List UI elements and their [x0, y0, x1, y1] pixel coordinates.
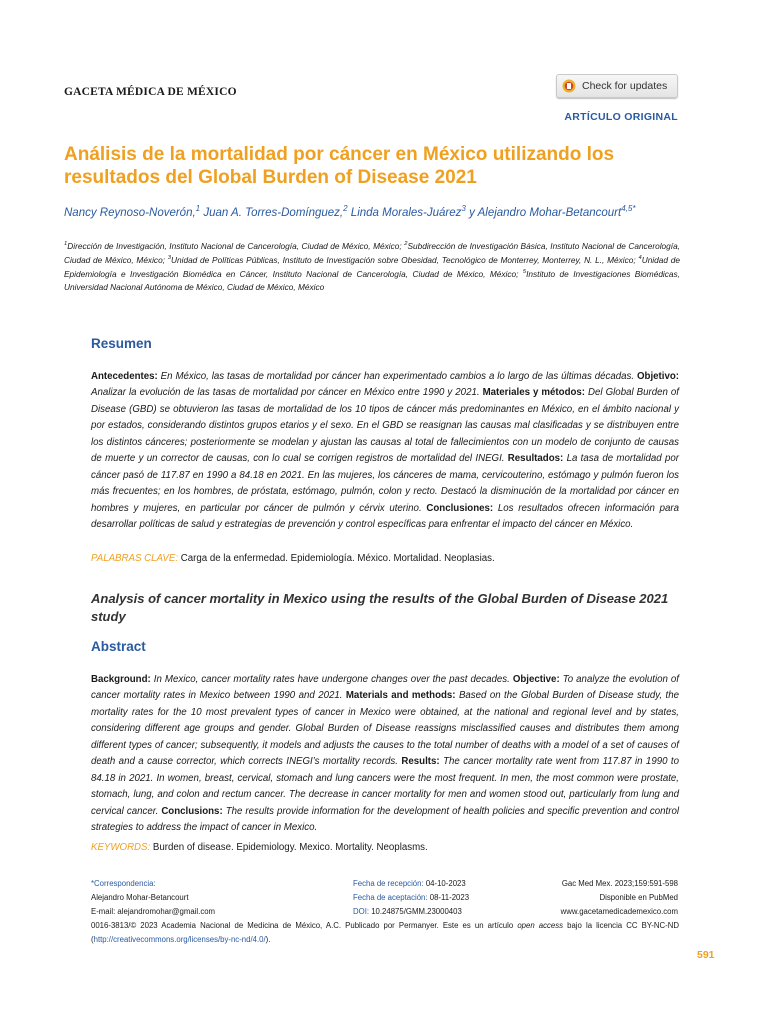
affil-sup: 5 [522, 268, 527, 275]
abstract-label: Background: [91, 674, 151, 685]
resumen-body [91, 369, 679, 534]
affiliation: Unidad de Epidemiología e Investigación Biomédica en Cáncer, Instituto Nacional de Cancerología, Ciudad de México, México; [64, 254, 680, 279]
abstract-text: To analyze the evolution of cancer mortality rates in Mexico between 1990 and 2021. [91, 674, 679, 702]
doi-value[interactable]: 10.24875/GMM.23000403 [369, 907, 462, 916]
author-sup: 1 [195, 204, 201, 214]
english-title: Analysis of cancer mortality in Mexico using the results of the Global Burden of Disease 2021 study [91, 591, 669, 624]
citation: Gac Med Mex. 2023;159:591-598 [561, 879, 678, 888]
resumen-text: Analizar la evolución de las tasas de mortalidad por cáncer en México entre 1990 y 2021. [91, 387, 483, 399]
citation-info [536, 877, 678, 919]
keywords-text: Carga de la enfermedad. Epidemiología. México. Mortalidad. Neoplasias. [178, 553, 495, 564]
correspondence-label: *Correspondencia: [91, 879, 156, 888]
doi-label: DOI: [353, 907, 370, 916]
accepted-date: 08-11-2023 [427, 893, 470, 902]
resumen-label: Conclusiones: [426, 502, 494, 514]
article-type: ARTÍCULO ORIGINAL [564, 111, 678, 123]
abstract-heading: Abstract [91, 639, 146, 654]
resumen-label: Objetivo: [637, 371, 679, 382]
author-sup: 2 [343, 204, 348, 214]
abstract-label: Results: [401, 756, 440, 768]
resumen-label: Resultados: [507, 453, 564, 465]
article-dates [353, 877, 533, 919]
received-date: 04-10-2023 [423, 879, 466, 888]
affil-sup: 4 [638, 255, 642, 262]
author-name: y Alejandro Mohar-Betancourt [465, 207, 622, 219]
abstract-label: Materials and methods: [345, 690, 456, 702]
resumen-text: Los resultados ofrecen información para desarrollar políticas de salud y estrategias de prevención y control específicas para enfrentar el impacto del cáncer en México. [91, 502, 679, 531]
pubmed-note: Disponible en PubMed [599, 893, 678, 902]
author-name: Nancy Reynoso-Noverón, [64, 207, 196, 219]
affil-sup: 2 [404, 241, 408, 248]
correspondence-name: Alejandro Mohar-Betancourt [91, 893, 189, 902]
abstract-label: Objective: [512, 674, 560, 685]
affiliation: Subdirección de Investigación Básica, Instituto Nacional de Cancerología, Ciudad de México, México; [64, 241, 680, 265]
author-sup: 3 [461, 204, 466, 214]
author-list [64, 205, 704, 222]
affiliation: Dirección de Investigación, Instituto Nacional de Cancerología, Ciudad de México, México; [67, 241, 405, 251]
abstract-label: Conclusions: [161, 805, 223, 817]
journal-name: GACETA MÉDICA DE MÉXICO [64, 86, 237, 98]
license-note [91, 919, 679, 947]
resumen-label: Materiales y métodos: [482, 387, 586, 399]
palabras-clave [91, 553, 681, 564]
author-name: Linda Morales-Juárez [347, 207, 462, 219]
affil-sup: 1 [64, 241, 68, 248]
accepted-label: Fecha de aceptación: [353, 893, 428, 902]
resumen-heading: Resumen [91, 336, 152, 351]
affil-sup: 3 [167, 255, 171, 262]
license-text: 0016-3813/© 2023 Academia Nacional de Medicina de México, A.C. Publicado por Permanyer. Este es un artículo [91, 921, 518, 930]
resumen-text: Del Global Burden of Disease (GBD) se obtuvieron las tasas de mortalidad de los 10 tipos de cáncer más predominantes en México, en el ámbito nacional y por estados, considerando distintos grupos etarios y el sexo. En el GBD se reasignan las causas mal clasificadas y se distribuyen entre los distintos cánceres; posteriormente se modelan y ajustan las causas al total de fallecimientos con un modelo de conjunto de causas de muerte y un corrector de causas, con lo cual se corrigen registros de mortalidad del INEGI. [91, 387, 680, 465]
license-open-access: open access [517, 921, 564, 930]
received-label: Fecha de recepción: [353, 879, 424, 888]
website-link[interactable]: www.gacetamedicademexico.com [560, 907, 678, 916]
resumen-text: En México, las tasas de mortalidad por cáncer han experimentado cambios a lo largo de las últimas décadas. [157, 371, 638, 382]
keywords-label: KEYWORDS: [91, 842, 151, 853]
check-for-updates-button[interactable] [556, 74, 678, 98]
license-text: bajo la licencia CC BY-NC-ND ( [91, 921, 679, 944]
keywords [91, 842, 681, 853]
page-number: 591 [697, 949, 715, 961]
correspondence [91, 877, 341, 919]
check-updates-icon [562, 79, 576, 93]
affiliation: Instituto de Investigaciones Biomédicas, Universidad Nacional Autónoma de México, Ciudad de México, México [64, 268, 680, 293]
author-name: Juan A. Torres-Domínguez, [200, 207, 344, 219]
abstract-text: The results provide information for the development of health policies and specific prevention and control strategies to address the impact of cancer in Mexico. [91, 805, 679, 834]
affiliations [64, 240, 680, 295]
correspondence-email[interactable]: E-mail: alejandromohar@gmail.com [91, 907, 216, 916]
abstract-text: Based on the Global Burden of Disease study, the mortality rates for the 10 most prevalent types of cancer in Mexico were obtained, at the national and regional level and by states, considering different age groups and gender. Global Burden of Disease reassigns misclassified causes and distributes them among different types of cancer; subsequently, it models and adjusts the causes to the total number of deaths with a model of a set of causes of death and a cause corrector, which corrects INEGI’s mortality records. [91, 690, 679, 768]
abstract-body [91, 672, 679, 837]
author-sup: 4,5* [621, 204, 636, 214]
keywords-label: PALABRAS CLAVE: [91, 553, 179, 564]
resumen-text: La tasa de mortalidad por cáncer pasó de 117.87 en 1990 a 84.18 en 2021. En las mujeres, los cánceres de mama, cervicouterino, estómago y pulmón fueron los más frecuentes; en los hombres, de próstata, estómago, pulmón, colon y recto. Destacó la disminución de la mortalidad por cáncer en hombres y mujeres, en particular por cáncer de pulmón y cérvix uterino. [91, 453, 679, 514]
article-title: Análisis de la mortalidad por cáncer en México utilizando los resultados del Global Burden of Disease 2021 [64, 144, 615, 188]
license-text: ). [265, 935, 271, 944]
keywords-text: Burden of disease. Epidemiology. Mexico. Mortality. Neoplasms. [150, 842, 428, 853]
affiliation: Unidad de Políticas Públicas, Instituto de Investigación sobre Obesidad, Tecnológico de Monterrey, Monterrey, N. L., México; [171, 254, 639, 265]
abstract-text: In Mexico, cancer mortality rates have undergone changes over the past decades. [150, 674, 513, 685]
license-link[interactable]: http://creativecommons.org/licenses/by-nc-nd/4.0/ [93, 935, 266, 944]
check-updates-label: Check for updates [582, 80, 668, 92]
abstract-text: The cancer mortality rate went from 117.87 in 1990 to 84.18 in 2021. In women, breast, cervical, stomach and lung cancers were the most frequent. In men, the most common were prostate, stomach, lung, and colon and rectum cancer. The decrease in cancer mortality for men and women stood out, particularly from lung and cervical cancer. [91, 756, 679, 817]
resumen-label: Antecedentes: [91, 371, 158, 382]
